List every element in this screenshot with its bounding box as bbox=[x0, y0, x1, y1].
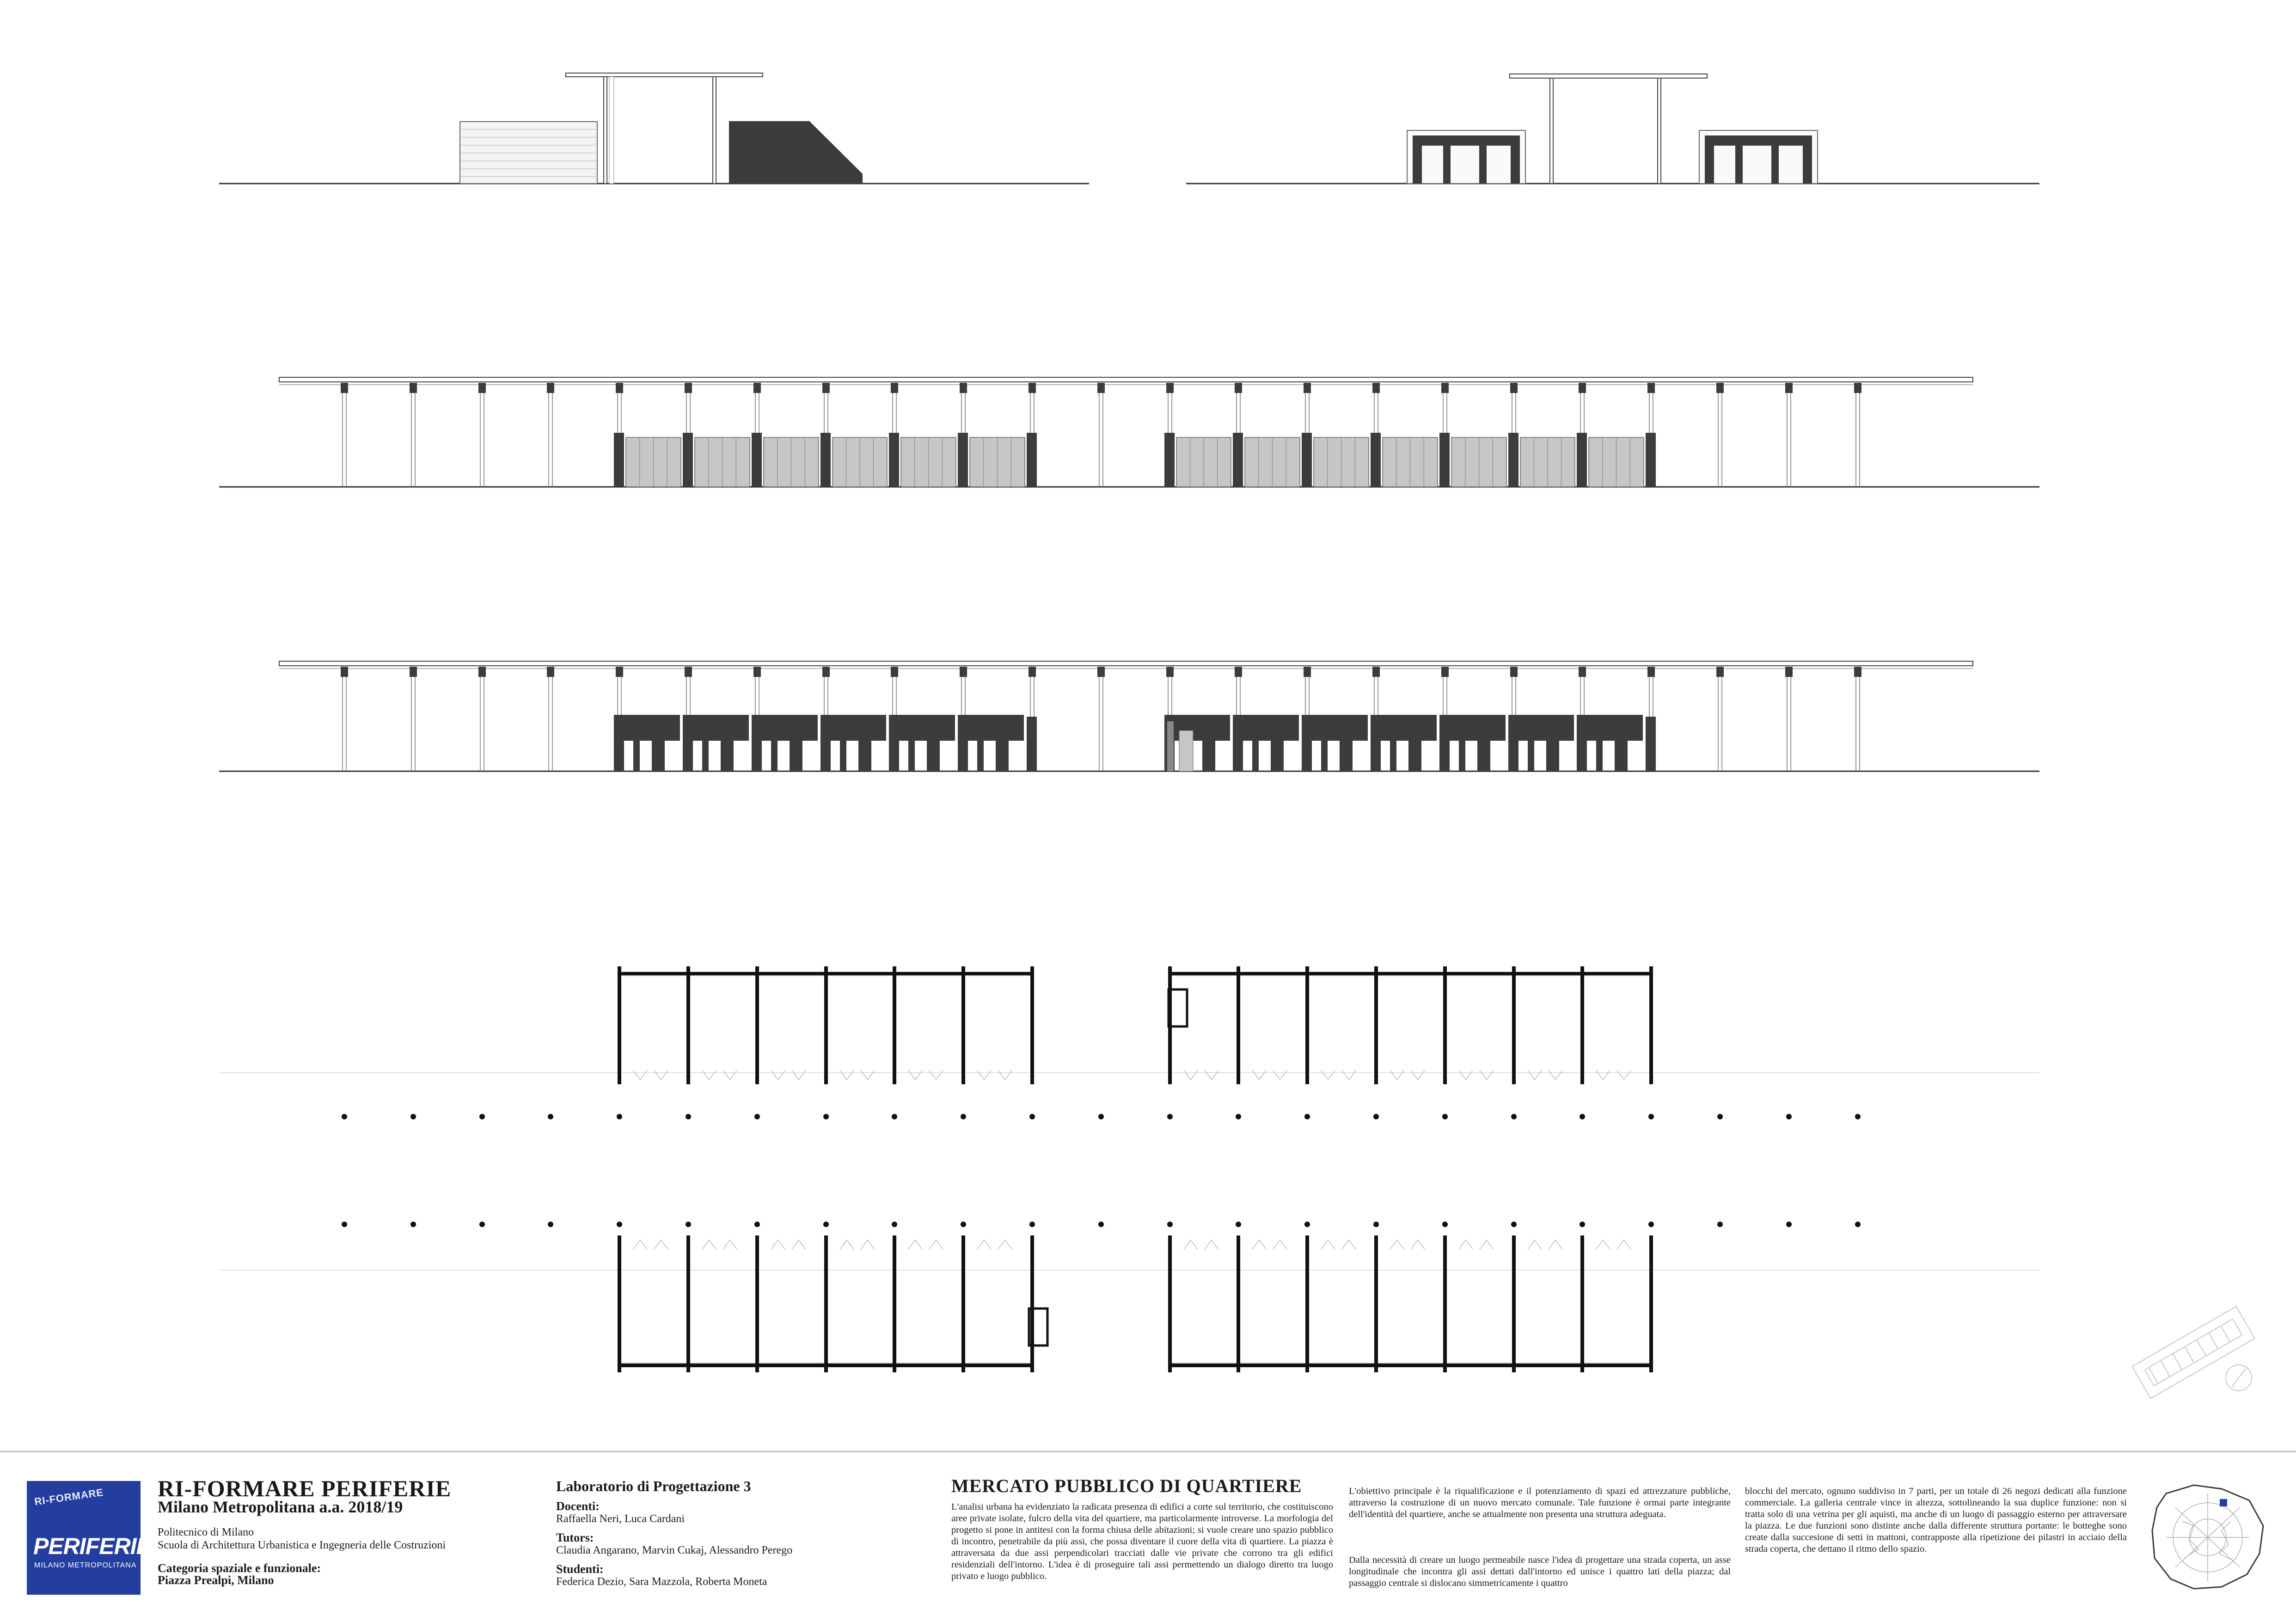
logo-line-1: RI-FORMARE bbox=[33, 1486, 104, 1508]
logo-line-3: MILANO METROPOLITANA bbox=[34, 1561, 137, 1569]
project-title: RI-FORMARE PERIFERIE bbox=[158, 1475, 452, 1501]
tutors-label: Tutors: bbox=[556, 1531, 594, 1544]
site-key-plan bbox=[2132, 1306, 2254, 1398]
studenti: Federica Dezio, Sara Mazzola, Roberta Moneta bbox=[556, 1576, 767, 1588]
description-column-2b: Dalla necessità di creare un luogo permeabile nasce l'idea di progettare una strada coperta, un asse longitudinale che incontra gli assi dettati dall'intorno ed unisce i quattro lati della piazza; dal passaggio centrale si dislocano simmetricamente i quattro bbox=[1349, 1555, 1731, 1588]
tutors: Claudia Angarano, Marvin Cukaj, Alessandro Perego bbox=[556, 1544, 793, 1556]
school: Scuola di Architettura Urbanistica e Ingegneria delle Costruzioni bbox=[158, 1539, 446, 1551]
logo-line-2: PERIFERIE bbox=[33, 1533, 151, 1559]
description-column-2a: L'obiettivo principale è la riqualificazione e il potenziamento di spazi ed attrezzature pubbliche, attraverso la costruzione di un nuovo mercato comunale. Tale funzione è ormai parte integrante dell'identità del quartiere, anche se attualmente non presenta una struttura adeguata. bbox=[1349, 1486, 1731, 1519]
lab-title: Laboratorio di Progettazione 3 bbox=[556, 1478, 751, 1494]
longitudinal-elevation bbox=[219, 377, 2039, 487]
description-column-1: L'analisi urbana ha evidenziato la radicata presenza di edifici a corte sul territorio, che costituiscono aree private isolate, fulcro della vita del quartiere, ma particolarmente introverse. La morfologia del progetto si pone in antitesi con la forma chiusa delle abitazioni; si vuole creare uno spazio pubblico di incontro, penetrabile da più assi, che possa diventare il cuore della vita di quartiere. La piazza è attraversata da due assi perpendicolari tracciati dalle vie private che corrono tra gli edifici residenziali dell'intorno. L'idea è di proseguire tali assi permettendo un dialogo diretto tra luogo privato e luogo pubblico. bbox=[951, 1502, 1333, 1581]
cross-section-left bbox=[219, 73, 1089, 184]
project-subtitle: Milano Metropolitana a.a. 2018/19 bbox=[158, 1498, 403, 1516]
category-label: Categoria spaziale e funzionale: bbox=[158, 1561, 321, 1575]
site-marker-icon bbox=[2220, 1499, 2227, 1506]
studenti-label: Studenti: bbox=[556, 1562, 604, 1576]
description-column-3: blocchi del mercato, ognuno suddiviso in 7 parti, per un totale di 26 negozi dedicati alla funzione commerciale. La galleria centrale vince in altezza, sottolineando la sua duplice funzione: non si tratta solo di una vetrina per gli aquisti, ma anche di un luogo di passaggio esterno per attraversare la piazza. Le due funzioni sono distinte anche dalla differente struttura portante: le botteghe sono create dalla succesione di setti in mattoni, contrapposte alla ripetizione dei pilastri in acciaio della strada coperta, che dettano il ritmo dello spazio. bbox=[1745, 1486, 2127, 1554]
docenti: Raffaella Neri, Luca Cardani bbox=[556, 1513, 685, 1525]
milano-map-icon bbox=[2138, 1480, 2277, 1595]
category-value: Piazza Prealpi, Milano bbox=[158, 1573, 274, 1587]
cross-section-right bbox=[1186, 74, 2039, 184]
docenti-label: Docenti: bbox=[556, 1499, 600, 1513]
institution: Politecnico di Milano bbox=[158, 1526, 254, 1538]
longitudinal-section bbox=[219, 661, 2039, 771]
footer-divider bbox=[0, 1451, 2296, 1452]
market-title: MERCATO PUBBLICO DI QUARTIERE bbox=[951, 1475, 1302, 1496]
ri-formare-logo bbox=[27, 1481, 151, 1595]
ground-floor-plan bbox=[219, 966, 2039, 1372]
